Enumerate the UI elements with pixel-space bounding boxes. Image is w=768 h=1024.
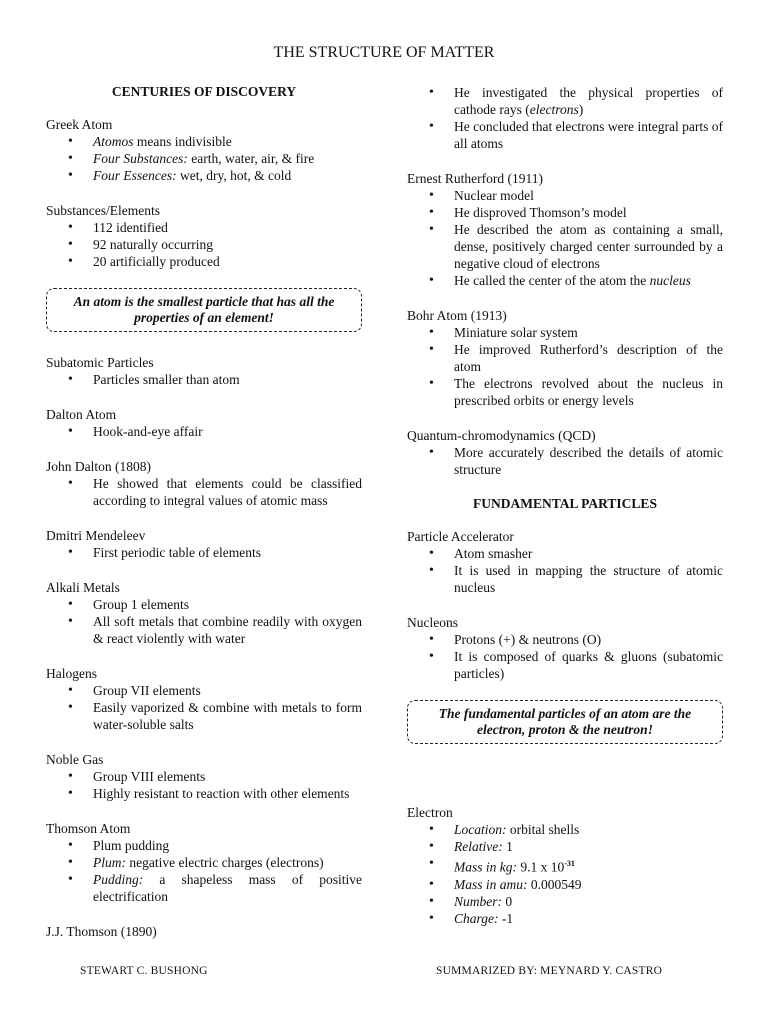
bullet-list: [407, 84, 723, 152]
list-item: [407, 272, 723, 289]
list-item: • Protons (+) & neutrons (O): [407, 631, 723, 648]
bullet-list: [46, 544, 362, 561]
section-heading-fundamental: FUNDAMENTAL PARTICLES: [473, 496, 657, 511]
entry-jj-thomson-continued: [407, 84, 723, 152]
list-item: • First periodic table of elements: [46, 544, 362, 561]
list-item: [46, 854, 362, 871]
term-text: a shapeless mass of positive electrification: [93, 872, 362, 904]
footer-author: STEWART C. BUSHONG: [80, 965, 208, 977]
bullet-list: [407, 545, 723, 596]
list-item: • He disproved Thomson’s model: [407, 204, 723, 221]
section-heading-centuries: CENTURIES OF DISCOVERY: [111, 84, 297, 99]
entry-bohr-atom: [407, 307, 723, 409]
list-item: [407, 876, 723, 893]
entry-title: Quantum-chromodynamics (QCD): [407, 428, 596, 443]
term-label: Number:: [454, 893, 502, 909]
list-item: • Atom smasher: [407, 545, 723, 562]
list-item: • He concluded that electrons were integral parts of all atoms: [407, 118, 723, 152]
list-item: [46, 150, 362, 167]
entry-title: Electron: [407, 805, 453, 820]
entry-title: J.J. Thomson (1890): [46, 924, 157, 939]
bullet-list: [46, 133, 362, 184]
entry-john-dalton: [46, 458, 362, 509]
right-column: [407, 84, 723, 945]
list-item: • All soft metals that combine readily with oxygen & react violently with water: [46, 613, 362, 647]
term-label: Pudding:: [93, 872, 144, 887]
term-italic: nucleus: [649, 273, 691, 288]
entry-title: Particle Accelerator: [407, 529, 514, 544]
bullet-list: [46, 837, 362, 905]
callout-fundamental-particles: The fundamental particles of an atom are the electron, proton & the neutron!: [407, 700, 723, 744]
left-column: [46, 84, 362, 958]
term-label: Mass in kg:: [454, 859, 517, 875]
entry-title: Nucleons: [407, 615, 458, 630]
entry-nucleons: [407, 614, 723, 682]
list-item: • Plum pudding: [46, 837, 362, 854]
bullet-list: [407, 187, 723, 289]
list-item: • Easily vaporized & combine with metals to form water-soluble salts: [46, 699, 362, 733]
bullet-list: [407, 821, 723, 927]
term-text: earth, water, air, & fire: [187, 151, 315, 166]
entry-title: Thomson Atom: [46, 821, 131, 836]
bullet-list: [46, 682, 362, 733]
list-item: • Group VII elements: [46, 682, 362, 699]
term-text: He investigated the physical properties of cathode rays (: [454, 85, 723, 117]
list-item: • Highly resistant to reaction with other elements: [46, 785, 362, 802]
term-text: wet, dry, hot, & cold: [176, 168, 292, 183]
callout-atom-definition: An atom is the smallest particle that has all the properties of an element!: [46, 288, 362, 332]
list-item: [46, 871, 362, 905]
entry-rutherford: [407, 170, 723, 289]
list-item: [407, 910, 723, 927]
entry-thomson-atom: [46, 820, 362, 905]
term-label: Charge:: [454, 910, 499, 926]
entry-title: Ernest Rutherford (1911): [407, 171, 543, 186]
term-italic: electrons: [529, 102, 579, 117]
entry-particle-accelerator: [407, 528, 723, 596]
term-text: orbital shells: [506, 822, 580, 837]
entry-qcd: [407, 427, 723, 478]
bullet-list: [407, 324, 723, 409]
list-item: • Miniature solar system: [407, 324, 723, 341]
entry-title: Substances/Elements: [46, 203, 160, 218]
bullet-list: [407, 444, 723, 478]
bullet-list: [46, 219, 362, 270]
term-label: Atomos: [93, 134, 134, 149]
list-item: • He showed that elements could be classified according to integral values of atomic mass: [46, 475, 362, 509]
term-label: Plum:: [93, 855, 126, 870]
entry-alkali-metals: [46, 579, 362, 647]
entry-noble-gas: [46, 751, 362, 802]
entry-subatomic: [46, 354, 362, 388]
entry-greek-atom: [46, 116, 362, 184]
term-label: Location:: [454, 822, 507, 837]
list-item: • More accurately described the details of atomic structure: [407, 444, 723, 478]
term-label: Relative:: [454, 839, 503, 854]
entry-title: Alkali Metals: [46, 580, 120, 595]
entry-jj-thomson: [46, 923, 362, 940]
entry-title: Greek Atom: [46, 117, 113, 132]
bullet-list: [46, 475, 362, 509]
entry-title: Dmitri Mendeleev: [46, 528, 146, 543]
footer-summarizer: SUMMARIZED BY: MEYNARD Y. CASTRO: [436, 965, 663, 977]
list-item: • Group 1 elements: [46, 596, 362, 613]
term-label: Mass in amu:: [454, 876, 528, 892]
bullet-list: [46, 423, 362, 440]
bullet-list: [407, 631, 723, 682]
list-item: • 112 identified: [46, 219, 362, 236]
entry-title: Halogens: [46, 666, 97, 681]
bullet-list: [46, 596, 362, 647]
entry-title: Dalton Atom: [46, 407, 117, 422]
term-text: He called the center of the atom the: [454, 273, 650, 288]
list-item: • It is used in mapping the structure of atomic nucleus: [407, 562, 723, 596]
entry-electron: [407, 804, 723, 927]
list-item: • Hook-and-eye affair: [46, 423, 362, 440]
term-text: -1: [498, 910, 514, 926]
term-label: Four Substances:: [93, 151, 188, 166]
list-item: [407, 84, 723, 118]
term-text: 1: [502, 839, 513, 854]
exponent: -31: [564, 859, 575, 868]
list-item: [407, 855, 723, 876]
term-text: 0: [502, 893, 513, 909]
entry-halogens: [46, 665, 362, 733]
term-text: negative electric charges (electrons): [126, 855, 324, 870]
list-item: • Group VIII elements: [46, 768, 362, 785]
list-item: • He described the atom as containing a small, dense, positively charged center surrounded by a negative cloud of electrons: [407, 221, 723, 272]
entry-substances: [46, 202, 362, 270]
list-item: • 20 artificially produced: [46, 253, 362, 270]
entry-title: Noble Gas: [46, 752, 104, 767]
list-item: • Particles smaller than atom: [46, 371, 362, 388]
list-item: • The electrons revolved about the nucleus in prescribed orbits or energy levels: [407, 375, 723, 409]
entry-title: John Dalton (1808): [46, 459, 151, 474]
list-item: [46, 167, 362, 184]
term-text: ): [578, 102, 584, 117]
term-text: 0.000549: [527, 876, 582, 892]
bullet-list: [46, 371, 362, 388]
list-item: [46, 133, 362, 150]
entry-mendeleev: [46, 527, 362, 561]
bullet-list: [46, 768, 362, 802]
list-item: • He improved Rutherford’s description of the atom: [407, 341, 723, 375]
list-item: [407, 838, 723, 855]
list-item: • It is composed of quarks & gluons (subatomic particles): [407, 648, 723, 682]
entry-title: Subatomic Particles: [46, 355, 154, 370]
term-label: Four Essences:: [93, 168, 177, 183]
entry-dalton-atom: [46, 406, 362, 440]
term-text: 9.1 x 10: [517, 859, 565, 875]
list-item: [407, 821, 723, 838]
list-item: [407, 893, 723, 910]
page-title: THE STRUCTURE OF MATTER: [273, 44, 495, 61]
list-item: • 92 naturally occurring: [46, 236, 362, 253]
list-item: • Nuclear model: [407, 187, 723, 204]
entry-title: Bohr Atom (1913): [407, 308, 507, 323]
term-text: means indivisible: [133, 134, 232, 149]
